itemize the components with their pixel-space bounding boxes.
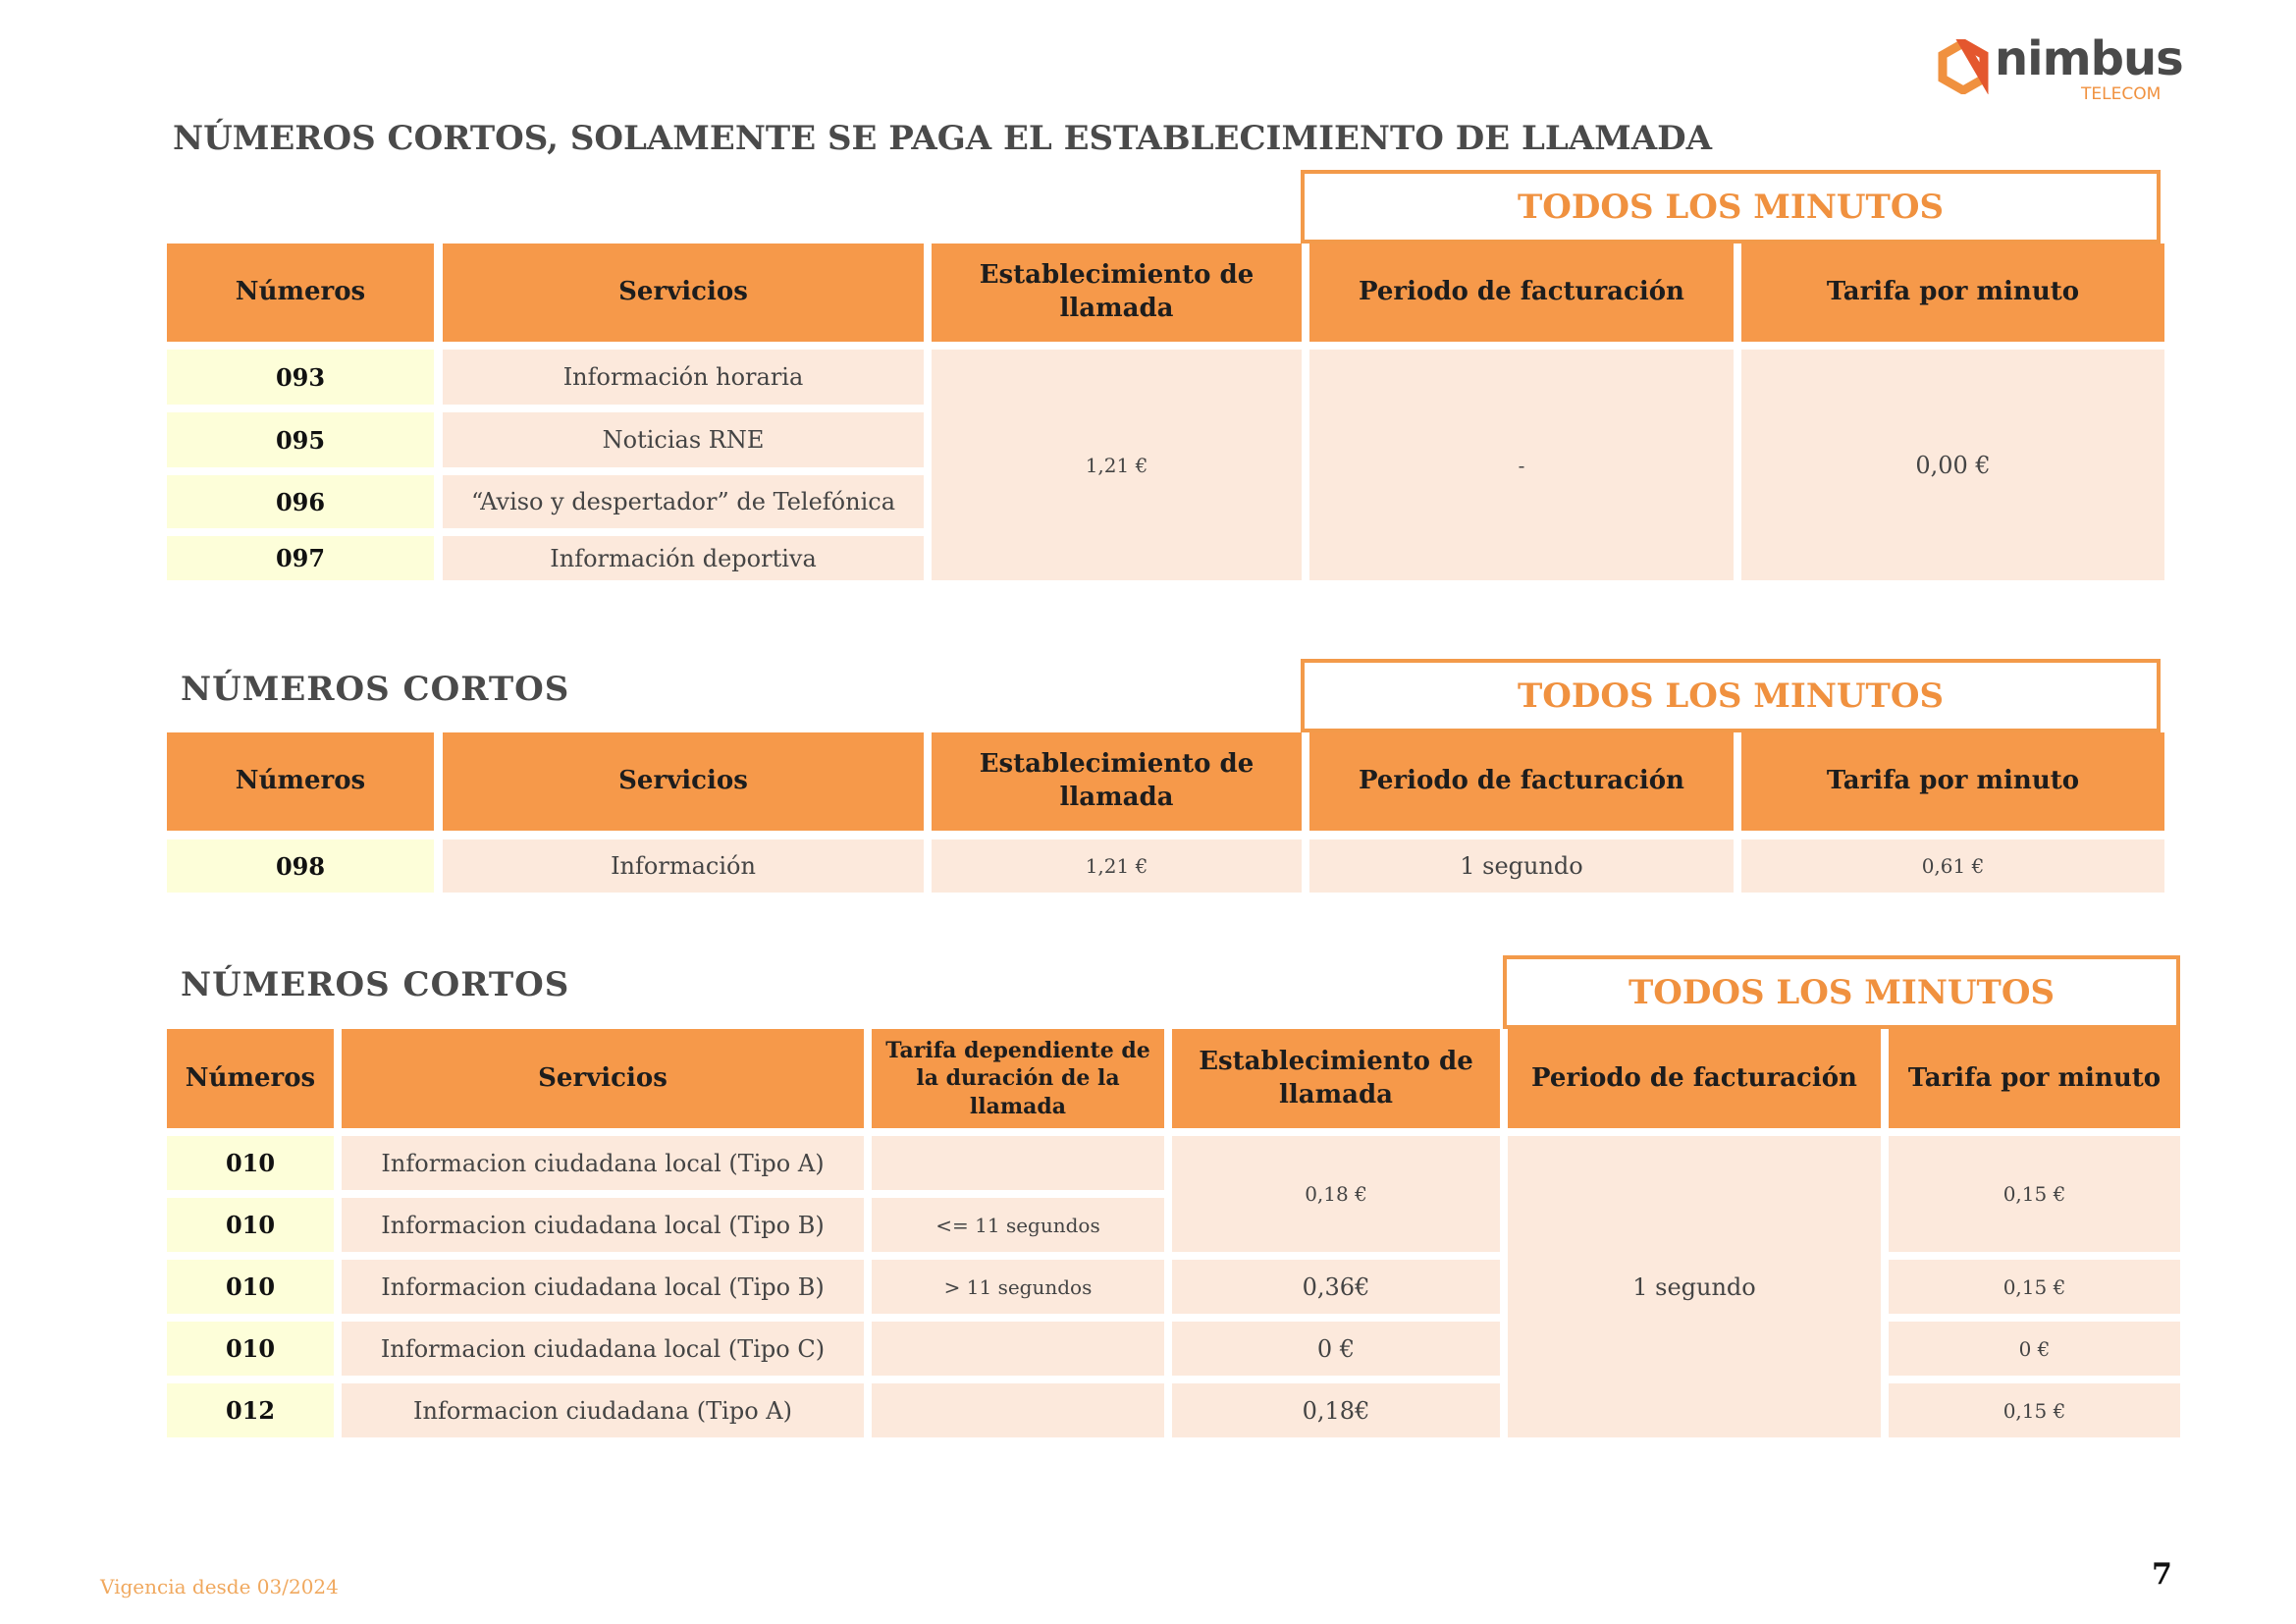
s2-row-establecimiento: 1,21 € [932, 839, 1302, 893]
s2-header-servicios: Servicios [443, 732, 924, 831]
s3-row-numero: 010 [167, 1198, 334, 1252]
section1-todos-box [1301, 170, 2161, 244]
s3-row-duracion [872, 1383, 1164, 1437]
s1-header-periodo: Periodo de facturación [1309, 244, 1734, 342]
s3-tarifa-value: 0,15 € [1889, 1136, 2180, 1252]
hexagon-logo-icon [1936, 39, 1991, 94]
s1-row-servicio: Información deportiva [443, 536, 924, 580]
s3-establecimiento-value: 0 € [1172, 1322, 1500, 1376]
s1-header-servicios: Servicios [443, 244, 924, 342]
s3-row-numero: 010 [167, 1322, 334, 1376]
page-number: 7 [2152, 1557, 2172, 1592]
section2-title: NÚMEROS CORTOS [181, 670, 570, 709]
s1-header-numeros: Números [167, 244, 434, 342]
s3-header-periodo: Periodo de facturación [1508, 1029, 1881, 1128]
s3-header-duracion: Tarifa dependiente de la duración de la llamada [872, 1029, 1164, 1128]
section3-title: NÚMEROS CORTOS [181, 965, 570, 1004]
s1-row-servicio: Información horaria [443, 350, 924, 405]
s2-header-periodo: Periodo de facturación [1309, 732, 1734, 831]
s3-row-servicio: Informacion ciudadana local (Tipo A) [342, 1136, 864, 1190]
s1-periodo-value: - [1309, 350, 1734, 580]
s3-establecimiento-value: 0,18 € [1172, 1136, 1500, 1252]
s1-row-numero: 097 [167, 536, 434, 580]
s2-row-periodo: 1 segundo [1309, 839, 1734, 893]
s3-row-servicio: Informacion ciudadana (Tipo A) [342, 1383, 864, 1437]
s1-row-servicio: “Aviso y despertador” de Telefónica [443, 475, 924, 528]
s3-tarifa-value: 0 € [1889, 1322, 2180, 1376]
s3-row-duracion: > 11 segundos [872, 1260, 1164, 1314]
s3-row-servicio: Informacion ciudadana local (Tipo B) [342, 1260, 864, 1314]
s1-header-establecimiento: Establecimiento de llamada [932, 244, 1302, 342]
section3-todos-label: TODOS LOS MINUTOS [1628, 972, 2056, 1012]
s2-header-establecimiento: Establecimiento de llamada [932, 732, 1302, 831]
s3-row-duracion [872, 1322, 1164, 1376]
s3-header-establecimiento: Establecimiento de llamada [1172, 1029, 1500, 1128]
s1-establecimiento-value: 1,21 € [932, 350, 1302, 580]
s2-header-numeros: Números [167, 732, 434, 831]
section1-title: NÚMEROS CORTOS, SOLAMENTE SE PAGA EL ESTABLECIMIENTO DE LLAMADA [173, 119, 1713, 158]
s2-header-tarifa: Tarifa por minuto [1741, 732, 2164, 831]
s1-row-servicio: Noticias RNE [443, 412, 924, 467]
brand-name: nimbus [1995, 31, 2183, 86]
s3-row-servicio: Informacion ciudadana local (Tipo C) [342, 1322, 864, 1376]
s3-tarifa-value: 0,15 € [1889, 1383, 2180, 1437]
s3-establecimiento-value: 0,18€ [1172, 1383, 1500, 1437]
s2-row-servicio: Información [443, 839, 924, 893]
s3-tarifa-value: 0,15 € [1889, 1260, 2180, 1314]
s3-header-tarifa: Tarifa por minuto [1889, 1029, 2180, 1128]
s2-row-tarifa: 0,61 € [1741, 839, 2164, 893]
brand-logo [1932, 31, 2183, 106]
s3-row-duracion: <= 11 segundos [872, 1198, 1164, 1252]
s1-header-tarifa: Tarifa por minuto [1741, 244, 2164, 342]
footer-vigencia: Vigencia desde 03/2024 [100, 1575, 339, 1598]
s2-row-numero: 098 [167, 839, 434, 893]
s3-header-numeros: Números [167, 1029, 334, 1128]
s3-row-servicio: Informacion ciudadana local (Tipo B) [342, 1198, 864, 1252]
s3-periodo-value: 1 segundo [1508, 1136, 1881, 1437]
section2-todos-label: TODOS LOS MINUTOS [1517, 676, 1945, 716]
section1-todos-label: TODOS LOS MINUTOS [1517, 187, 1945, 227]
s3-row-numero: 010 [167, 1260, 334, 1314]
s3-row-numero: 010 [167, 1136, 334, 1190]
s1-row-numero: 093 [167, 350, 434, 405]
s3-establecimiento-value: 0,36€ [1172, 1260, 1500, 1314]
s3-row-duracion [872, 1136, 1164, 1190]
s1-row-numero: 095 [167, 412, 434, 467]
s1-row-numero: 096 [167, 475, 434, 528]
section2-todos-box [1301, 659, 2161, 732]
section3-todos-box [1503, 955, 2180, 1029]
s1-tarifa-value: 0,00 € [1741, 350, 2164, 580]
s3-row-numero: 012 [167, 1383, 334, 1437]
brand-sub: TELECOM [2081, 84, 2162, 104]
s3-header-servicios: Servicios [342, 1029, 864, 1128]
